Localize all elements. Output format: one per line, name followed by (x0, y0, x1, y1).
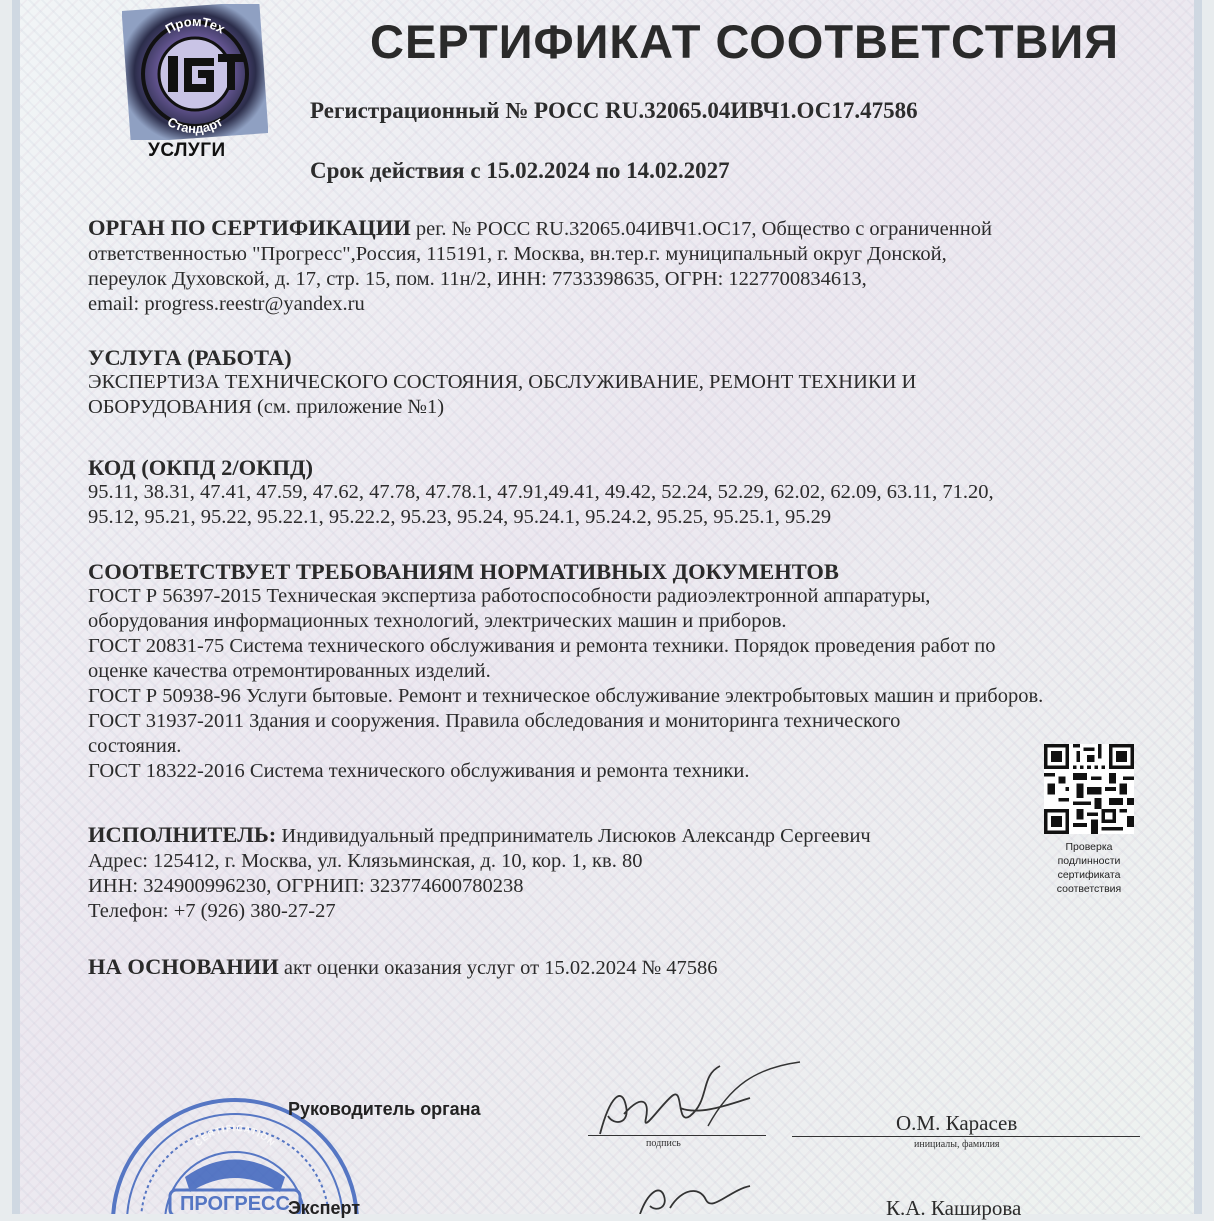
standards-heading: СООТВЕТСТВУЕТ ТРЕБОВАНИЯМ НОРМАТИВНЫХ ДОКУМЕНТОВ (88, 559, 839, 584)
head-sign-caption: подпись (646, 1138, 681, 1149)
executor-address: Адрес: 125412, г. Москва, ул. Клязьминская, д. 10, кор. 1, кв. 80 (88, 850, 643, 872)
executor-ids: ИНН: 324900996230, ОГРНИП: 323774600780238 (88, 875, 524, 897)
standard-line: состояния. (88, 735, 182, 757)
executor-heading: ИСПОЛНИТЕЛЬ: (88, 822, 277, 847)
qr-caption: Проверка подлинности сертификата соответствия (1056, 841, 1122, 895)
standards-section (88, 559, 1168, 784)
organ-heading: ОРГАН ПО СЕРТИФИКАЦИИ (88, 215, 411, 240)
logo-caption: УСЛУГИ (148, 140, 226, 161)
basis-heading: НА ОСНОВАНИИ (88, 954, 279, 979)
organ-line-3: переулок Духовской, д. 17, стр. 15, пом. 11н/2, ИНН: 7733398635, ОГРН: 1227700834613, (88, 268, 867, 290)
head-name-caption: инициалы, фамилия (914, 1139, 1000, 1150)
page-title: СЕРТИФИКАТ СООТВЕТСТВИЯ (370, 15, 1120, 68)
standard-line: ГОСТ Р 50938-96 Услуги бытовые. Ремонт и техническое обслуживание электробытовых машин и приборов. (88, 685, 1044, 707)
codes-line-1: 95.11, 38.31, 47.41, 47.59, 47.62, 47.78, 47.78.1, 47.91,49.41, 49.42, 52.24, 52.29, 62.02, 62.09, 63.11, 71.20, (88, 481, 994, 503)
standard-line: ГОСТ 18322-2016 Система технического обслуживания и ремонта техники. (88, 760, 750, 782)
expert-signature (620, 1178, 780, 1214)
organ-line-2: ответственностью "Прогресс",Россия, 115191, г. Москва, вн.тер.г. муниципальный округ Донской, (88, 243, 947, 265)
head-sign-line (588, 1135, 766, 1136)
service-section (88, 345, 1168, 420)
service-line-2: ОБОРУДОВАНИЯ (см. приложение №1) (88, 396, 445, 418)
registration-number: Регистрационный № РОСС RU.32065.04ИВЧ1.ОС17.47586 (310, 98, 918, 123)
validity-period: Срок действия с 15.02.2024 по 14.02.2027 (310, 158, 730, 183)
codes-heading: КОД (ОКПД 2/ОКПД) (88, 455, 313, 480)
expert-name: К.А. Каширова (886, 1196, 1022, 1220)
qr-code[interactable] (1044, 744, 1134, 834)
service-line-1: ЭКСПЕРТИЗА ТЕХНИЧЕСКОГО СОСТОЯНИЯ, ОБСЛУЖИВАНИЕ, РЕМОНТ ТЕХНИКИ И (88, 371, 917, 393)
basis-section (88, 954, 1168, 981)
head-name-line (792, 1136, 1140, 1137)
promtech-standard-logo (122, 4, 268, 140)
codes-section (88, 455, 1168, 530)
executor-section (88, 822, 1168, 924)
executor-phone: Телефон: +7 (926) 380-27-27 (88, 900, 336, 922)
standard-line: оценке качества отремонтированных изделий. (88, 660, 491, 682)
standard-line: ГОСТ Р 56397-2015 Техническая экспертиза работоспособности радиоэлектронной аппаратуры, (88, 585, 931, 607)
standard-line: ГОСТ 31937-2011 Здания и сооружения. Правила обследования и мониторинга технического (88, 710, 901, 732)
stamp-center-text: ПРОГРЕСС (180, 1193, 290, 1214)
head-signature (580, 1056, 820, 1140)
basis-text: акт оценки оказания услуг от 15.02.2024 № 47586 (283, 957, 718, 979)
svg-text:ПромТех: ПромТех (162, 13, 228, 37)
standard-line: оборудования информационных технологий, электрических машин и приборов. (88, 610, 787, 632)
head-name: О.М. Карасев (896, 1111, 1018, 1135)
executor-name: Индивидуальный предприниматель Лисюков Александр Сергеевич (281, 825, 871, 847)
svg-text:CERTIFICATION: CERTIFICATION (192, 1122, 278, 1149)
head-role: Руководитель органа (288, 1099, 481, 1119)
service-heading: УСЛУГА (РАБОТА) (88, 345, 292, 370)
organ-email: email: progress.reestr@yandex.ru (88, 293, 365, 315)
organ-line-1: рег. № РОСС RU.32065.04ИВЧ1.ОС17, Общество с ограниченной (415, 218, 992, 240)
standard-line: ГОСТ 20831-75 Система технического обслуживания и ремонта техники. Порядок проведения работ по (88, 635, 996, 657)
certificate-sheet (12, 0, 1202, 1220)
codes-line-2: 95.12, 95.21, 95.22, 95.22.1, 95.22.2, 95.23, 95.24, 95.24.1, 95.24.2, 95.25, 95.25.1, 95.29 (88, 506, 832, 528)
organ-section (88, 215, 1168, 317)
svg-text:Стандарт: Стандарт (164, 113, 226, 137)
expert-role: Эксперт (288, 1198, 361, 1218)
